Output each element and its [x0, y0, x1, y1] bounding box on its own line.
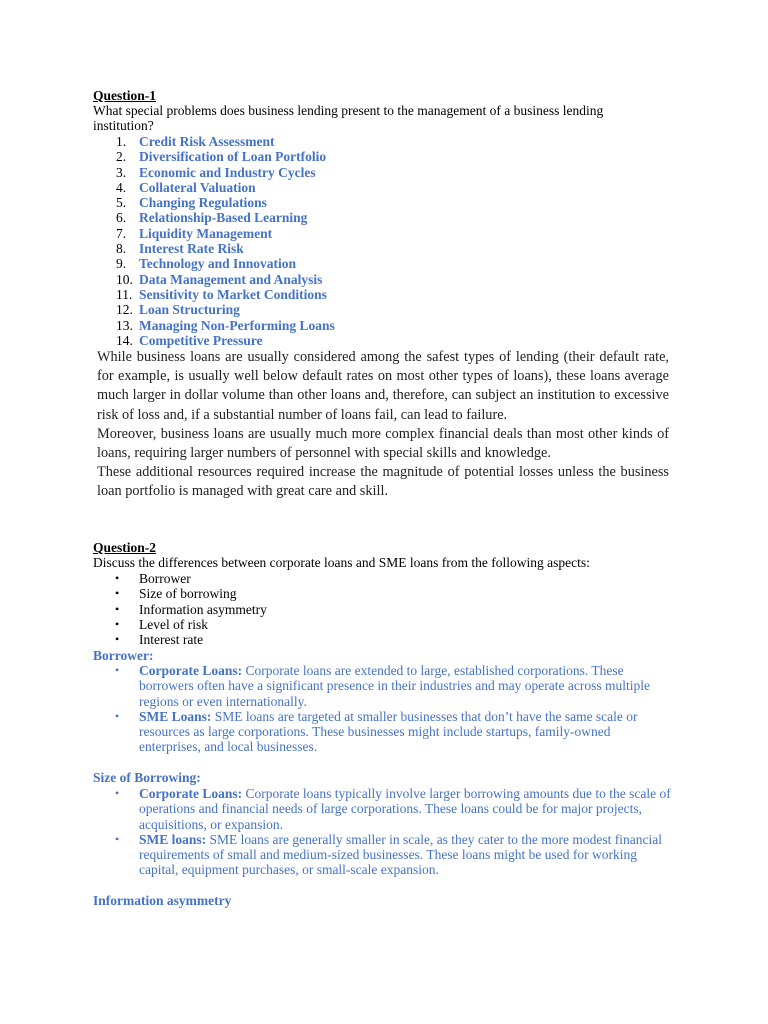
list-item: 11. Sensitivity to Market Conditions: [116, 286, 327, 302]
question-1-prompt: What special problems does business lending present to the management of a business lending institution?: [93, 103, 604, 134]
list-item: • Size of borrowing: [115, 586, 237, 602]
size-comparison-list: [93, 786, 673, 878]
section-heading-size-of-borrowing: Size of Borrowing:: [93, 770, 201, 785]
list-item: • Information asymmetry: [115, 601, 267, 617]
list-item: • Interest rate: [115, 632, 204, 648]
excerpt-paragraph: These additional resources required increase the magnitude of potential losses unless the business loan portfolio is managed with great care and skill.: [97, 464, 669, 500]
borrower-comparison-list: [93, 663, 673, 755]
list-item: 3. Economic and Industry Cycles: [116, 164, 316, 180]
list-item: 2. Diversification of Loan Portfolio: [116, 149, 327, 165]
list-item: • Level of risk: [115, 616, 208, 632]
list-item: • Corporate Loans: Corporate loans are extended to large, established corporations. These borrowers often have a significant presence in their industries and may operate across multiple regions or even internationally.: [115, 663, 650, 709]
list-item: • Borrower: [115, 571, 191, 586]
list-item: • Corporate Loans: Corporate loans typically involve larger borrowing amounts due to the scale of operations and financial needs of large corporations. These loans could be for major projects, acquisitions, or expansion.: [115, 786, 671, 832]
excerpt-paragraph: Moreover, business loans are usually much more complex financial deals than most other kinds of loans, requiring larger numbers of personnel with special skills and knowledge.: [97, 425, 669, 462]
list-item: • SME Loans: SME loans are targeted at smaller businesses that don’t have the same scale or resources as large corporations. These businesses might include startups, family-owned enterprises, and local businesses.: [115, 708, 638, 755]
aspects-list: [93, 571, 493, 647]
question-1-title: Question-1: [93, 88, 157, 103]
question-2-title: Question-2: [93, 540, 157, 555]
list-item: 14. Competitive Pressure: [116, 332, 263, 348]
list-item: 8. Interest Rate Risk: [116, 241, 244, 257]
section-heading-borrower: Borrower:: [93, 648, 154, 663]
list-item: 13. Managing Non-Performing Loans: [116, 317, 335, 333]
question-2-prompt: Discuss the differences between corporate loans and SME loans from the following aspects:: [93, 555, 590, 570]
list-item: 7. Liquidity Management: [116, 225, 273, 241]
problems-list: [93, 134, 493, 348]
textbook-excerpt: [97, 348, 669, 502]
excerpt-paragraph: While business loans are usually considered among the safest types of lending (their default rate, for example, is usually well below default rates on most other types of loans), these loans average much larger in dollar volume than other loans and, therefore, can subject an institution to excessive risk of loss and, if a substantial number of loans fail, can lead to failure.: [97, 349, 669, 423]
list-item: 6. Relationship-Based Learning: [116, 210, 308, 226]
section-heading-information-asymmetry: Information asymmetry: [93, 893, 232, 908]
list-item: 12. Loan Structuring: [116, 302, 240, 318]
list-item: 10. Data Management and Analysis: [116, 271, 323, 287]
list-item: • SME loans: SME loans are generally smaller in scale, as they cater to the more modest financial requirements of small and medium-sized businesses. These loans might be used for working capital, equipment purchases, or small-scale expansion.: [115, 831, 662, 878]
list-item: 1. Credit Risk Assessment: [116, 134, 275, 149]
list-item: 9. Technology and Innovation: [116, 256, 297, 272]
list-item: 5. Changing Regulations: [116, 195, 267, 211]
list-item: 4. Collateral Valuation: [116, 179, 256, 195]
